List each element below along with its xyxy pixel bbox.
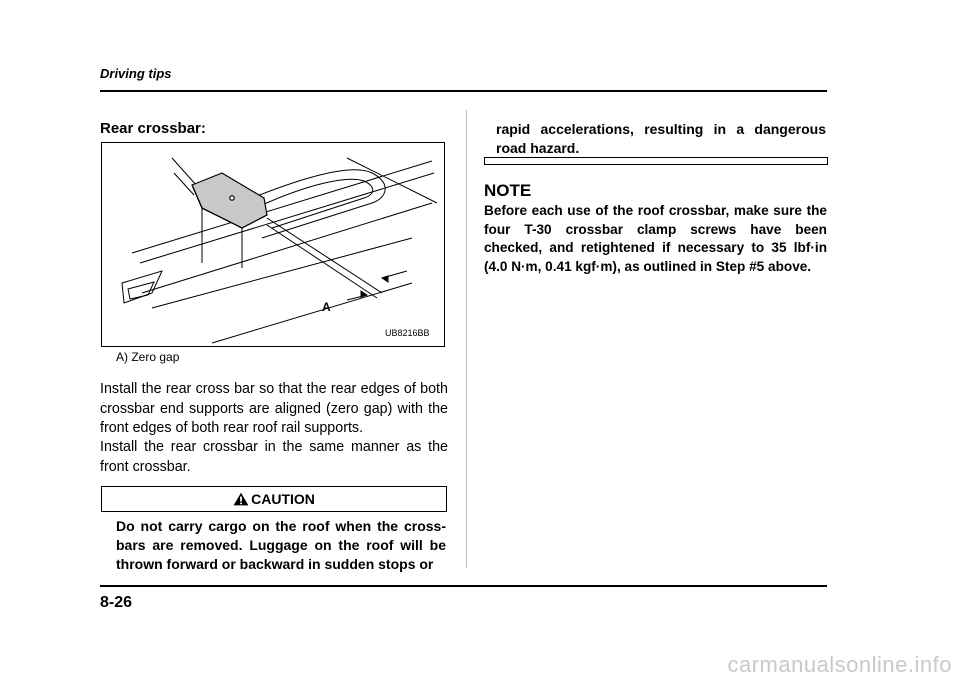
warning-triangle-icon: [233, 492, 249, 509]
note-title: NOTE: [484, 181, 532, 200]
figure-code: UB8216BB: [385, 328, 430, 338]
install-same-manner-paragraph: Install the rear crossbar in the same manner as the front crossbar.: [100, 439, 448, 475]
install-paragraph: Install the rear cross bar so that the rear edges of both crossbar end supports are aligned (zero gap) with the front edges of both rear roof rail supports.: [100, 381, 448, 436]
column-divider: [466, 110, 467, 568]
crossbar-illustration: [101, 142, 445, 347]
page-number: 8-26: [100, 594, 133, 611]
caution-end-bar: [484, 157, 828, 165]
note-text: Before each use of the roof crossbar, make sure the four T-30 crossbar clamp screws have been checked, and retightened if necessary to 35 lbf·in (4.0 N·m, 0.41 kgf·m), as outlined in Step #5 above.: [484, 203, 827, 274]
section-title: Driving tips: [100, 66, 172, 81]
caution-title-row: [102, 491, 446, 509]
figure-caption: A) Zero gap: [116, 350, 180, 364]
header-rule: [100, 90, 827, 92]
caution-text: Do not carry cargo on the roof when the cross-bars are removed. Luggage on the roof will be thrown forward or backward in sudden stops or: [116, 518, 446, 572]
footer-rule: [100, 585, 827, 587]
rear-crossbar-heading: Rear crossbar:: [100, 120, 206, 137]
caution-title: CAUTION: [251, 491, 315, 507]
caution-header-box: [101, 486, 447, 512]
caution-continued-text: rapid accelerations, resulting in a dangerous road hazard.: [496, 121, 826, 156]
watermark-site: carmanualsonline.info: [727, 652, 952, 677]
crossbar-drawing: [102, 143, 444, 346]
figure-label-a: A: [322, 300, 331, 314]
